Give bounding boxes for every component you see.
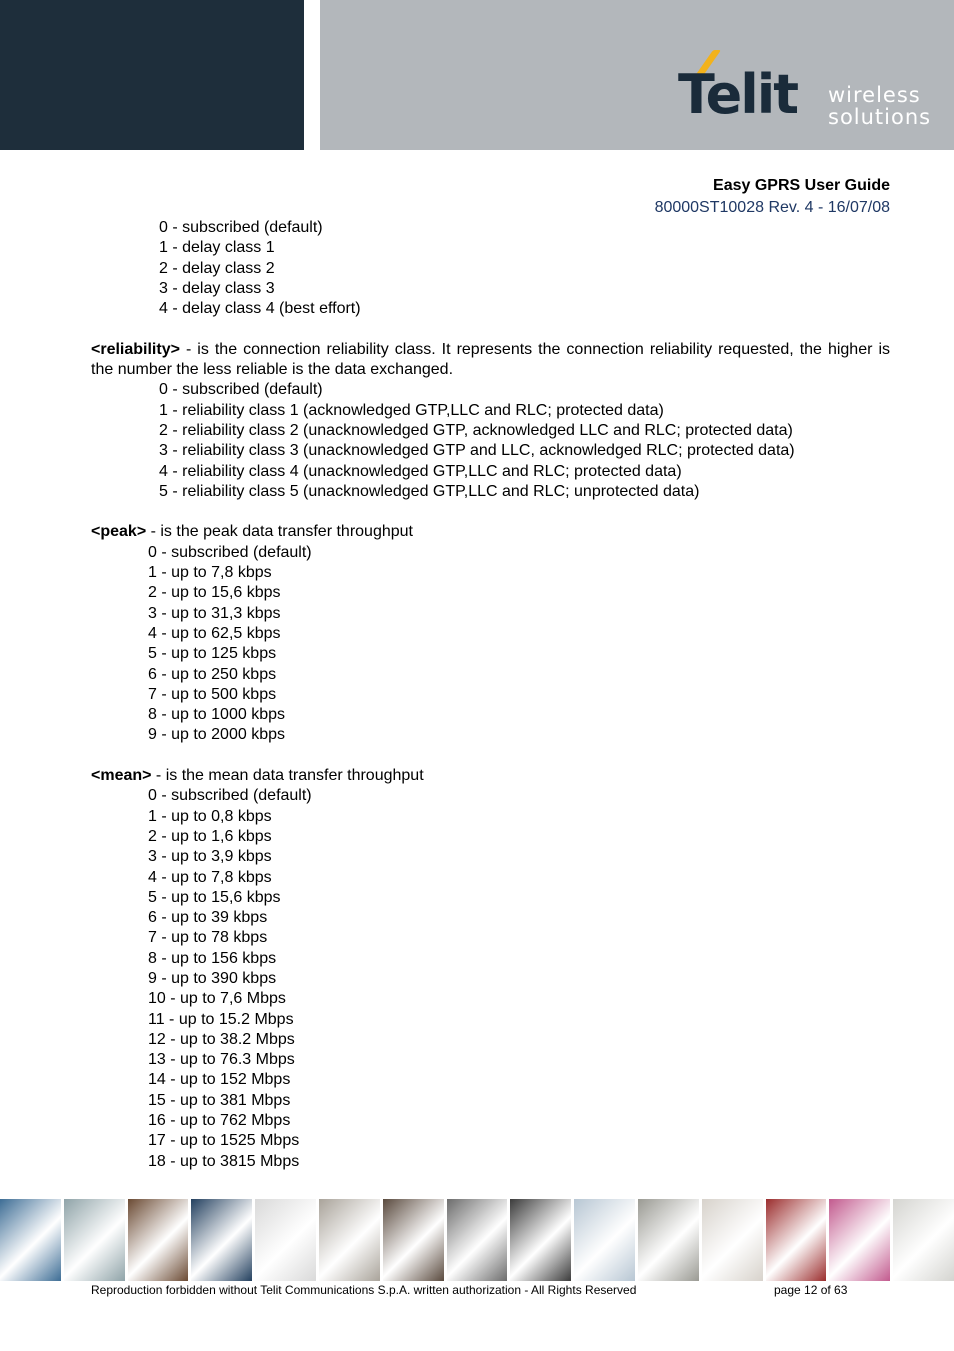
list-item: 5 - up to 125 kbps — [148, 645, 277, 663]
parameter-name: <reliability> — [91, 340, 180, 358]
parameter-name: <peak> — [91, 523, 147, 541]
logo-tagline-line1: wireless — [828, 83, 921, 107]
list-item: 3 - delay class 3 — [159, 279, 275, 297]
document-title: Easy GPRS User Guide — [713, 177, 890, 194]
parameter-description: - is the peak data transfer throughput — [146, 523, 413, 541]
list-item: 10 - up to 7,6 Mbps — [148, 990, 286, 1008]
page-number: page 12 of 63 — [774, 1283, 848, 1297]
mean-list — [91, 786, 890, 1172]
list-item: 0 - subscribed (default) — [159, 219, 323, 236]
reliability-description — [91, 340, 890, 381]
list-item: 1 - delay class 1 — [159, 239, 275, 257]
list-item: 5 - reliability class 5 (unacknowledged GTP,LLC and RLC; unprotected data) — [159, 482, 700, 500]
peak-list — [91, 543, 890, 746]
photo-strip-image — [128, 1199, 189, 1281]
mean-description — [91, 766, 890, 786]
list-item: 11 - up to 15.2 Mbps — [148, 1010, 294, 1028]
photo-strip — [0, 1199, 954, 1281]
logo-tagline — [828, 84, 931, 128]
list-item: 14 - up to 152 Mbps — [148, 1071, 291, 1089]
list-item: 4 - up to 7,8 kbps — [148, 868, 272, 886]
list-item: 15 - up to 381 Mbps — [148, 1091, 291, 1109]
list-item: 2 - reliability class 2 (unacknowledged GTP, acknowledged LLC and RLC; protected data) — [159, 421, 793, 439]
list-item: 3 - up to 31,3 kbps — [148, 604, 281, 622]
photo-strip-image — [255, 1199, 316, 1281]
photo-strip-image — [766, 1199, 827, 1281]
photo-strip-image — [64, 1199, 125, 1281]
reliability-list — [91, 380, 890, 502]
list-item: 0 - subscribed (default) — [148, 787, 312, 805]
parameter-description: - is the mean data transfer throughput — [151, 767, 424, 785]
photo-strip-image — [829, 1199, 890, 1281]
photo-strip-image — [447, 1199, 508, 1281]
list-item: 17 - up to 1525 Mbps — [148, 1132, 300, 1150]
list-item: 3 - reliability class 3 (unacknowledged GTP and LLC, acknowledged RLC; protected data) — [159, 442, 795, 460]
document-revision: 80000ST10028 Rev. 4 - 16/07/08 — [654, 199, 890, 216]
photo-strip-image — [383, 1199, 444, 1281]
photo-strip-image — [574, 1199, 635, 1281]
list-item: 9 - up to 390 kbps — [148, 969, 277, 987]
photo-strip-image — [702, 1199, 763, 1281]
list-item: 0 - subscribed (default) — [148, 543, 312, 561]
photo-strip-image — [319, 1199, 380, 1281]
list-item: 2 - up to 1,6 kbps — [148, 827, 272, 845]
list-item: 6 - up to 39 kbps — [148, 909, 268, 927]
list-item: 3 - up to 3,9 kbps — [148, 848, 272, 866]
footer-notice: Reproduction forbidden without Telit Communications S.p.A. written authorization - All Rights Reserved — [91, 1283, 637, 1297]
logo-tagline-line2: solutions — [828, 105, 932, 129]
list-item: 7 - up to 500 kbps — [148, 685, 277, 703]
list-item: 2 - up to 15,6 kbps — [148, 584, 281, 602]
telit-logo — [678, 50, 932, 130]
list-item: 4 - reliability class 4 (unacknowledged GTP,LLC and RLC; protected data) — [159, 462, 682, 480]
list-item: 12 - up to 38.2 Mbps — [148, 1030, 295, 1048]
list-item: 4 - up to 62,5 kbps — [148, 624, 281, 642]
list-item: 1 - reliability class 1 (acknowledged GTP,LLC and RLC; protected data) — [159, 401, 664, 419]
list-item: 8 - up to 156 kbps — [148, 949, 277, 967]
list-item: 18 - up to 3815 Mbps — [148, 1152, 300, 1170]
header-dark-panel — [0, 0, 304, 150]
parameter-description: - is the connection reliability class. It represents the connection reliability requested, the higher is the number the less reliable is the data exchanged. — [91, 340, 890, 379]
photo-strip-image — [638, 1199, 699, 1281]
list-item: 16 - up to 762 Mbps — [148, 1112, 291, 1130]
parameter-name: <mean> — [91, 767, 152, 785]
photo-strip-image — [510, 1199, 571, 1281]
peak-description — [91, 522, 890, 542]
list-item: 2 - delay class 2 — [159, 259, 275, 277]
photo-strip-image — [191, 1199, 252, 1281]
list-item: 13 - up to 76.3 Mbps — [148, 1051, 295, 1069]
photo-strip-image — [0, 1199, 61, 1281]
photo-strip-image — [893, 1199, 954, 1281]
list-item: 6 - up to 250 kbps — [148, 665, 277, 683]
delay-list — [91, 218, 890, 319]
list-item: 7 - up to 78 kbps — [148, 929, 268, 947]
list-item: 8 - up to 1000 kbps — [148, 706, 285, 724]
logo-wordmark: Telit — [678, 63, 798, 126]
list-item: 0 - subscribed (default) — [159, 381, 323, 399]
list-item: 4 - delay class 4 (best effort) — [159, 300, 361, 318]
list-item: 9 - up to 2000 kbps — [148, 726, 285, 744]
list-item: 5 - up to 15,6 kbps — [148, 888, 281, 906]
list-item: 1 - up to 7,8 kbps — [148, 564, 272, 582]
list-item: 1 - up to 0,8 kbps — [148, 807, 272, 825]
page-content — [91, 218, 890, 1172]
